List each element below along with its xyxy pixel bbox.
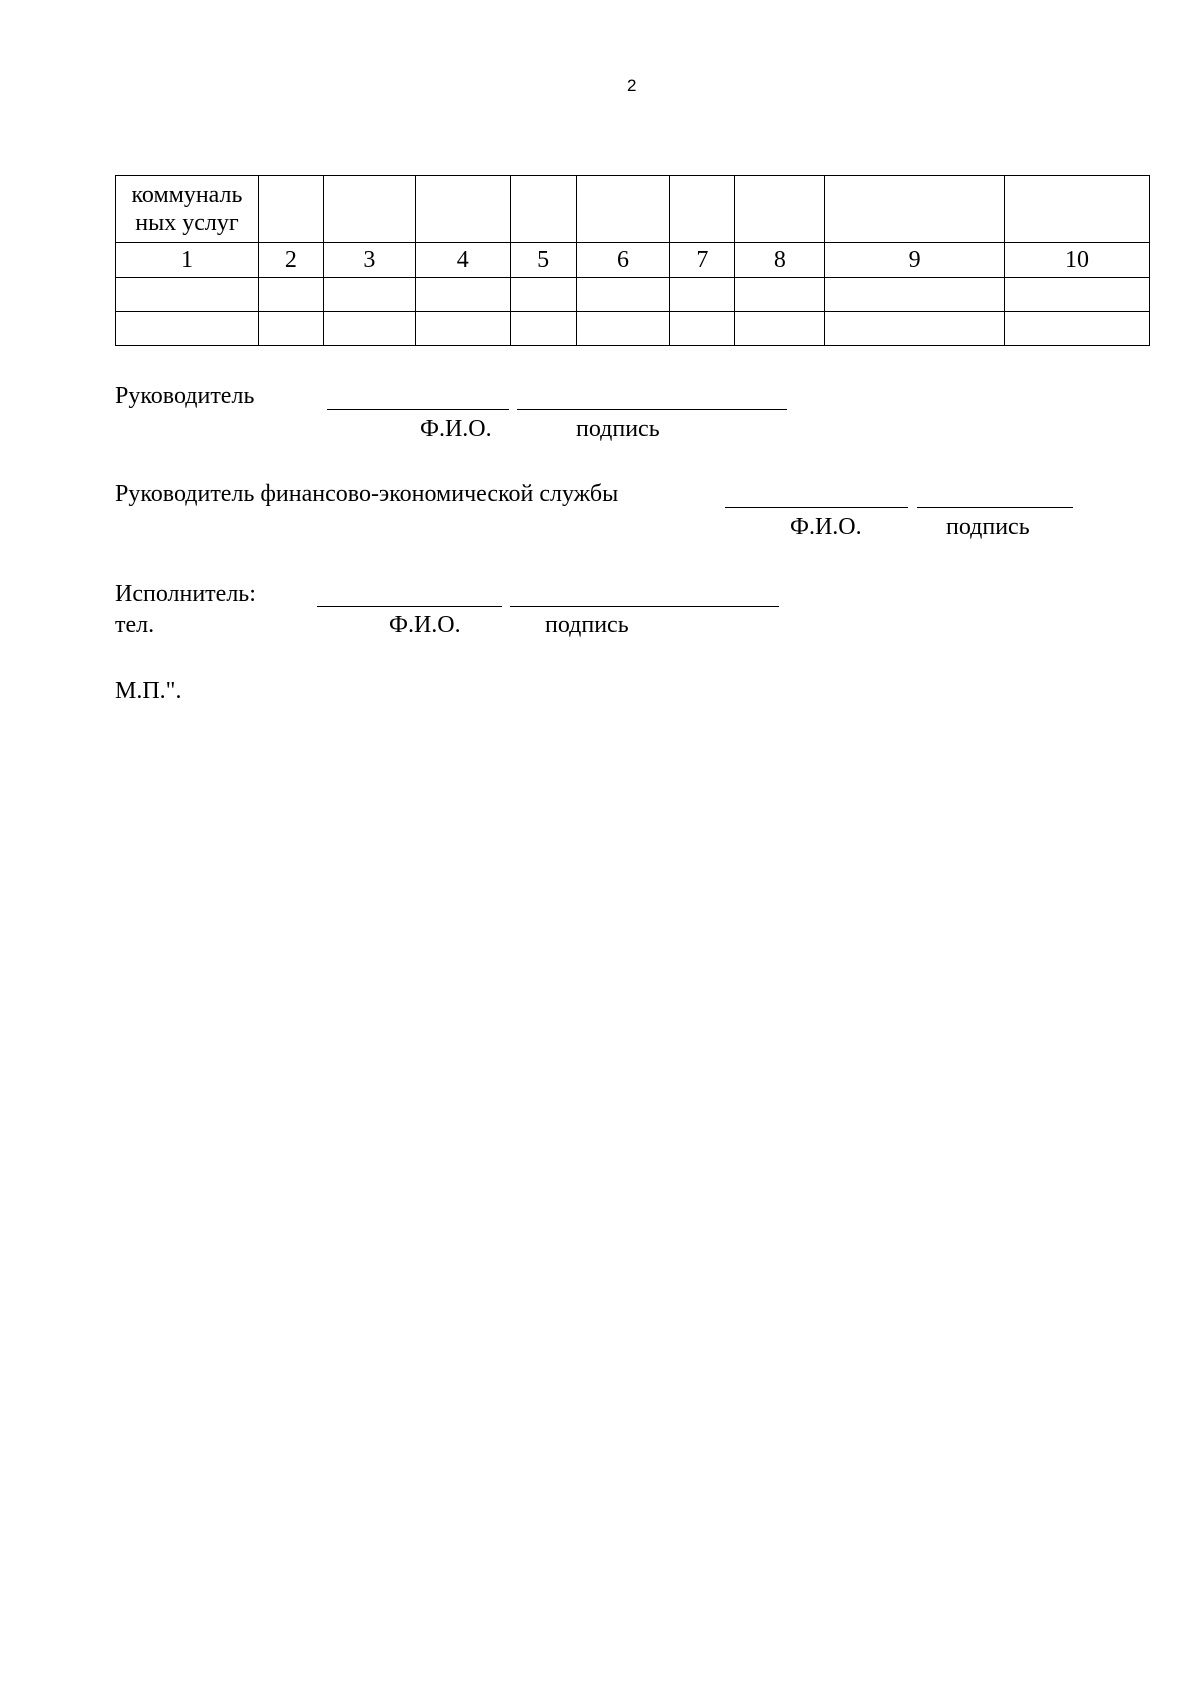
header-line: ных услуг xyxy=(135,210,239,236)
finance-head-fio-label: Ф.И.О. xyxy=(790,514,862,540)
head-signature-line[interactable] xyxy=(517,409,787,410)
header-cell xyxy=(323,176,415,243)
stamp-place-label: М.П.". xyxy=(115,678,182,704)
cell xyxy=(825,312,1005,346)
cell xyxy=(825,278,1005,312)
executor-signature-line[interactable] xyxy=(510,606,779,607)
cell xyxy=(116,312,259,346)
cell xyxy=(735,278,825,312)
header-cell xyxy=(116,176,259,243)
head-sign-label: подпись xyxy=(576,416,660,442)
column-number: 3 xyxy=(323,243,415,278)
cell xyxy=(415,278,510,312)
cell xyxy=(323,312,415,346)
cell xyxy=(1005,312,1150,346)
cell xyxy=(323,278,415,312)
table-row xyxy=(116,278,1150,312)
header-cell xyxy=(735,176,825,243)
header-cell xyxy=(1005,176,1150,243)
page-number: 2 xyxy=(627,76,637,95)
cell xyxy=(670,312,735,346)
finance-head-sign-label: подпись xyxy=(946,514,1030,540)
services-table xyxy=(115,175,1150,346)
executor-fio-label: Ф.И.О. xyxy=(389,612,461,638)
header-cell xyxy=(415,176,510,243)
cell xyxy=(258,312,323,346)
head-role-label: Руководитель xyxy=(115,383,255,409)
executor-phone-label: тел. xyxy=(115,612,155,638)
finance-head-signature-line[interactable] xyxy=(917,507,1073,508)
cell xyxy=(510,312,576,346)
column-number: 4 xyxy=(415,243,510,278)
column-number: 8 xyxy=(735,243,825,278)
cell xyxy=(510,278,576,312)
executor-fio-line[interactable] xyxy=(317,606,502,607)
cell xyxy=(1005,278,1150,312)
column-number: 9 xyxy=(825,243,1005,278)
head-fio-label: Ф.И.О. xyxy=(420,416,492,442)
header-cell xyxy=(576,176,670,243)
column-number: 5 xyxy=(510,243,576,278)
table-row xyxy=(116,312,1150,346)
column-number: 1 xyxy=(116,243,259,278)
executor-sign-label: подпись xyxy=(545,612,629,638)
cell xyxy=(576,312,670,346)
table-header-row xyxy=(116,176,1150,243)
column-number-row xyxy=(116,243,1150,278)
cell xyxy=(116,278,259,312)
column-number: 10 xyxy=(1005,243,1150,278)
cell xyxy=(670,278,735,312)
column-number: 6 xyxy=(576,243,670,278)
head-fio-line[interactable] xyxy=(327,409,509,410)
cell xyxy=(258,278,323,312)
cell xyxy=(576,278,670,312)
header-cell xyxy=(670,176,735,243)
finance-head-role-label: Руководитель финансово-экономической службы xyxy=(115,481,619,507)
finance-head-fio-line[interactable] xyxy=(725,507,908,508)
column-number: 2 xyxy=(258,243,323,278)
header-cell xyxy=(825,176,1005,243)
header-cell xyxy=(510,176,576,243)
cell xyxy=(735,312,825,346)
cell xyxy=(415,312,510,346)
header-cell xyxy=(258,176,323,243)
executor-role-label: Исполнитель: xyxy=(115,581,256,607)
header-line: коммуналь xyxy=(131,182,243,208)
column-number: 7 xyxy=(670,243,735,278)
